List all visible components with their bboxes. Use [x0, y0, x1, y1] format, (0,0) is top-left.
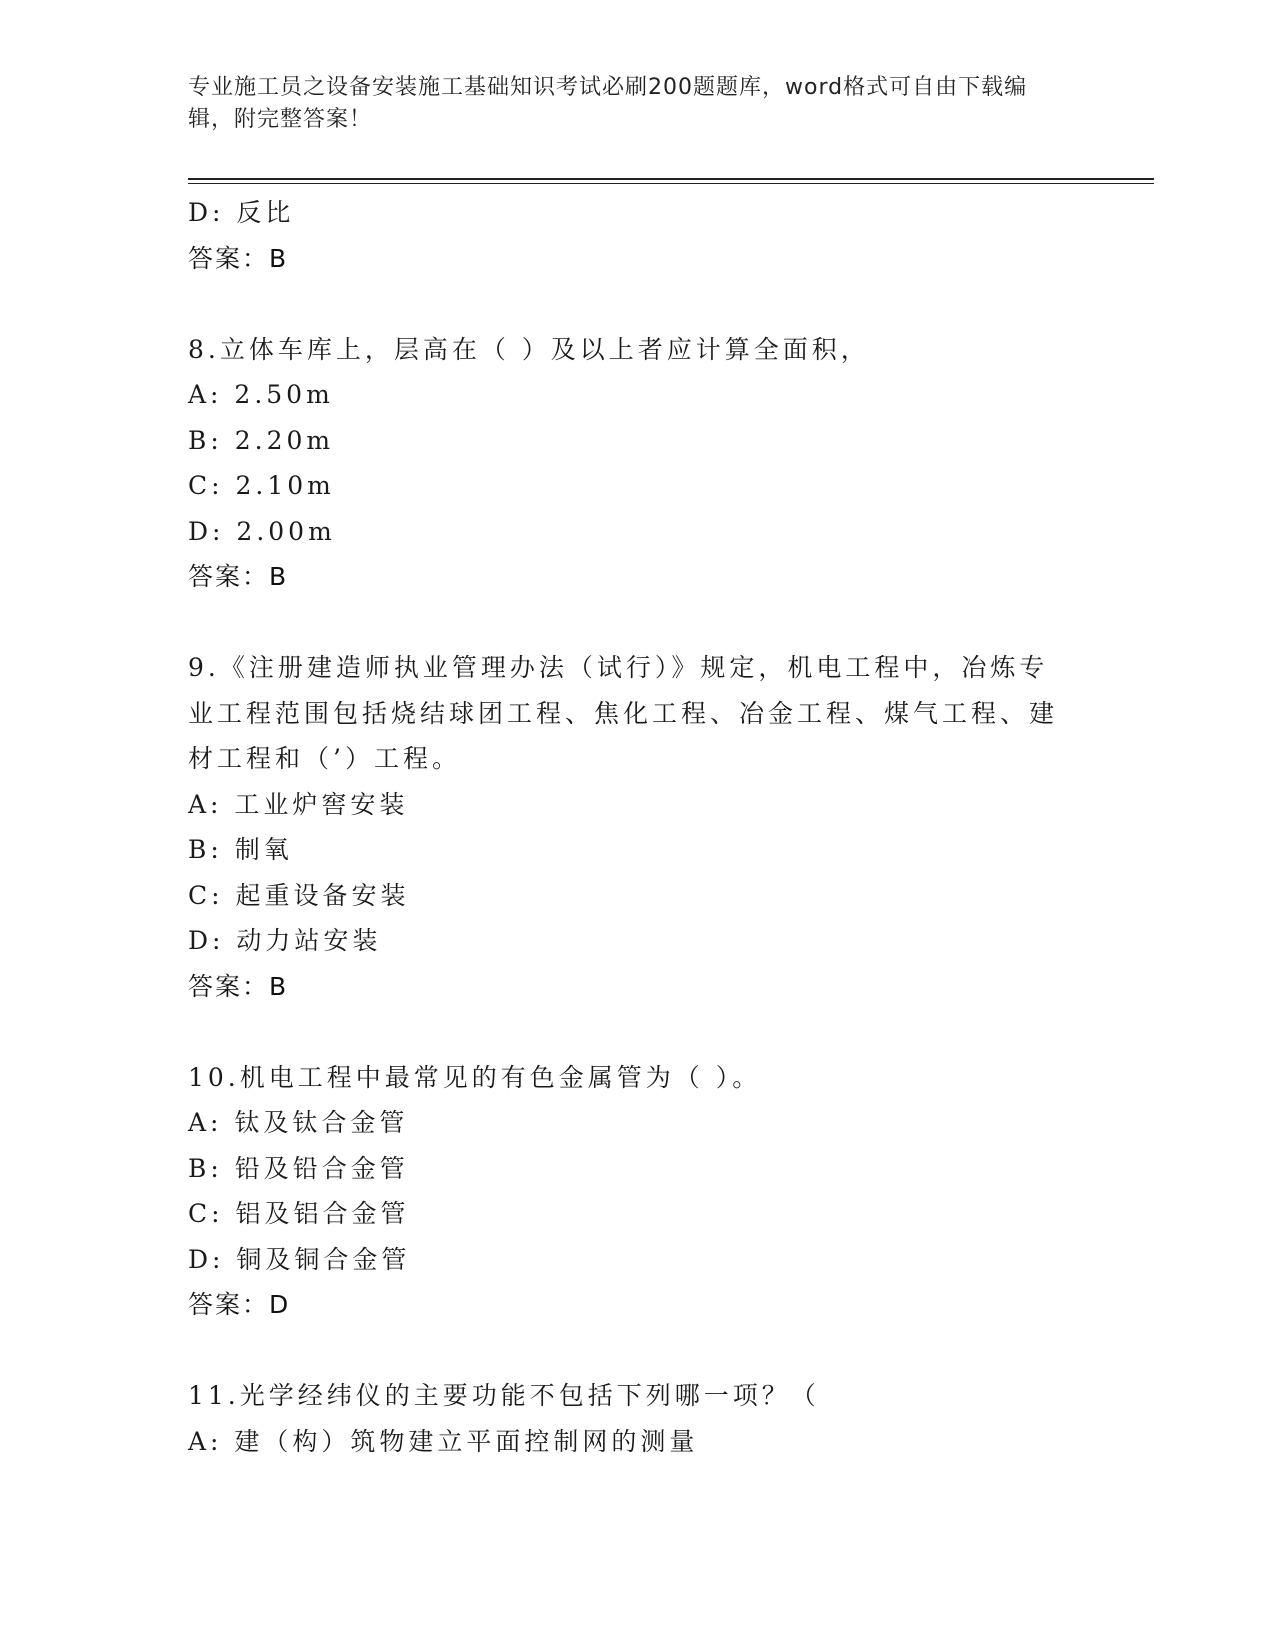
option-c: C: 铝及铝合金管 — [188, 1199, 410, 1228]
answer: 答案：D — [188, 1290, 291, 1319]
answer: 答案：B — [188, 562, 289, 591]
question-10 — [188, 1055, 1068, 1328]
question-8 — [188, 327, 1068, 600]
spacer — [188, 281, 1068, 327]
option-a: A: 建（构）筑物建立平面控制网的测量 — [188, 1426, 699, 1456]
option-a: A: 钛及钛合金管 — [188, 1108, 409, 1137]
option-c: C: 起重设备安装 — [188, 880, 410, 910]
option-b: B: 制氧 — [188, 835, 293, 864]
option-d: D: 反比 — [188, 198, 295, 227]
option-d: D: 铜及铜合金管 — [188, 1244, 411, 1274]
option-c: C: 2.10m — [188, 471, 335, 500]
question-text: 8.立体车库上，层高在（ ）及以上者应计算全面积， — [188, 334, 870, 364]
header-divider — [188, 178, 1154, 180]
answer: 答案：B — [188, 971, 289, 1001]
spacer — [188, 600, 1068, 646]
question-text: 9.《注册建造师执业管理办法（试行）》规定，机电工程中，冶炼专业工程范围包括烧结球团工程、焦化工程、冶金工程、煤气工程、建材工程和（’）工程。 — [188, 653, 1059, 773]
option-d: D: 2.00m — [188, 516, 336, 546]
option-d: D: 动力站安装 — [188, 926, 382, 955]
question-7-tail — [188, 190, 1068, 281]
option-a: A: 工业炉窖安装 — [188, 789, 409, 819]
option-b: B: 铅及铅合金管 — [188, 1153, 409, 1183]
spacer — [188, 1328, 1068, 1374]
option-a: A: 2.50m — [188, 380, 334, 409]
question-9 — [188, 645, 1068, 1009]
question-text: 10.机电工程中最常见的有色金属管为（ ）。 — [188, 1062, 762, 1092]
question-11 — [188, 1373, 1068, 1464]
spacer — [188, 1009, 1068, 1055]
header-divider-thin — [188, 183, 1154, 184]
option-b: B: 2.20m — [188, 425, 335, 455]
question-text: 11.光学经纬仪的主要功能不包括下列哪一项？（ — [188, 1381, 820, 1410]
answer: 答案：B — [188, 243, 289, 273]
question-list — [188, 190, 1068, 1464]
page-header: 专业施工员之设备安装施工基础知识考试必刷200题题库，word格式可自由下载编辑，附完整答案！ — [188, 75, 1028, 132]
